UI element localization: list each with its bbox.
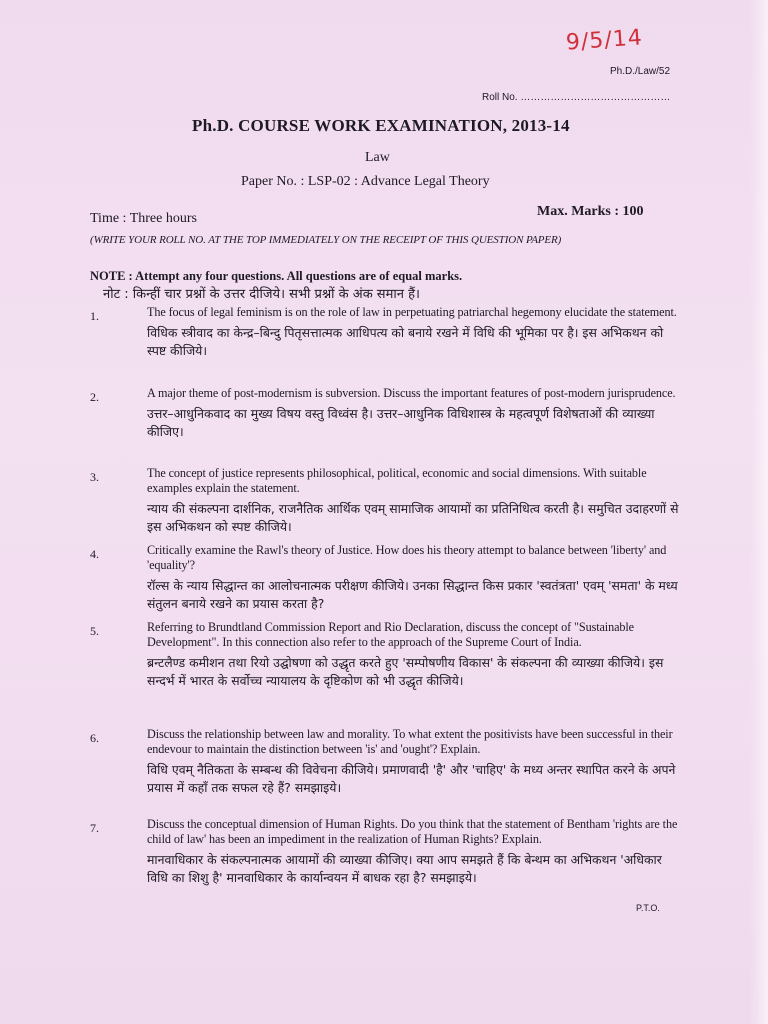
question-5 <box>90 620 680 690</box>
question-number: 4. <box>90 547 99 561</box>
time-allowed: Time : Three hours <box>90 211 197 226</box>
question-hindi: रॉल्स के न्याय सिद्धान्त का आलोचनात्मक परीक्षण कीजिये। उनका सिद्धान्त किस प्रकार 'स्वतंत्रता' एवम् 'समता' के मध्य संतुलन बनाये रखने का प्रयास करता है? <box>147 578 678 611</box>
question-english: Discuss the relationship between law and morality. To what extent the positivists have been successful in their endevour to maintain the distinction between 'is' and 'ought'? Explain. <box>147 727 673 756</box>
max-marks: Max. Marks : 100 <box>537 204 644 219</box>
roll-number-blank: ……………………………………… <box>520 92 671 103</box>
exam-title: Ph.D. COURSE WORK EXAMINATION, 2013-14 <box>192 116 570 135</box>
question-hindi: विधि एवम् नैतिकता के सम्बन्ध की विवेचना कीजिये। प्रमाणवादी 'है' और 'चाहिए' के मध्य अन्तर स्थापित करने के अपने प्रयास में कहाँ तक सफल रहे हैं? समझाइये। <box>147 762 676 795</box>
question-english: The focus of legal feminism is on the role of law in perpetuating patriarchal hegemony elucidate the statement. <box>147 305 677 319</box>
roll-instruction: (WRITE YOUR ROLL NO. AT THE TOP IMMEDIATELY ON THE RECEIPT OF THIS QUESTION PAPER) <box>90 234 562 246</box>
question-1 <box>90 305 680 360</box>
note-english: NOTE : Attempt any four questions. All questions are of equal marks. <box>90 269 463 283</box>
question-hindi: विधिक स्त्रीवाद का केन्द्र–बिन्दु पितृसत्तात्मक आधिपत्य को बनाये रखने में विधि की भूमिका पर है। इस अभिकथन को स्पष्ट कीजिये। <box>147 325 664 358</box>
question-english: Referring to Brundtland Commission Report and Rio Declaration, discuss the concept of "Sustainable Development". In this connection also refer to the approach of the Supreme Court of India. <box>147 620 634 649</box>
question-4 <box>90 543 680 613</box>
question-hindi: न्याय की संकल्पना दार्शनिक, राजनैतिक आर्थिक एवम् सामाजिक आयामों का प्रतिनिधित्व करती है। समुचित उदाहरणों से इस अभिकथन को स्पष्ट कीजिये। <box>147 501 679 534</box>
question-number: 5. <box>90 624 99 638</box>
question-3 <box>90 466 680 536</box>
paper-code: Ph.D./Law/52 <box>610 66 671 77</box>
question-hindi: मानवाधिकार के संकल्पनात्मक आयामों की व्याख्या कीजिए। क्या आप समझते हैं कि बेन्थम का अभिकथन 'अधिकार विधि का शिशु है' मानवाधिकार के कार्यान्वयन में बाधक रहा है? समझाइये। <box>147 852 662 885</box>
question-number: 2. <box>90 390 99 404</box>
question-hindi: उत्तर–आधुनिकवाद का मुख्य विषय वस्तु विध्वंस है। उत्तर–आधुनिक विधिशास्त्र के महत्वपूर्ण विशेषताओं की व्याख्या कीजिए। <box>147 406 655 439</box>
handwritten-date: 9/5/14 <box>565 25 644 56</box>
question-english: A major theme of post-modernism is subversion. Discuss the important features of post-modern jurisprudence. <box>147 386 676 400</box>
question-2 <box>90 386 680 441</box>
question-6 <box>90 727 680 797</box>
question-number: 1. <box>90 309 99 323</box>
roll-number-label: Roll No. <box>482 92 518 103</box>
question-english: Discuss the conceptual dimension of Human Rights. Do you think that the statement of Bentham 'rights are the child of law' has been an impediment in the realization of Human Rights? Explain. <box>147 817 678 846</box>
question-number: 7. <box>90 821 99 835</box>
question-number: 6. <box>90 731 99 745</box>
question-hindi: ब्रन्टलैण्ड कमीशन तथा रियो उद्घोषणा को उद्धृत करते हुए 'सम्पोषणीय विकास' के संकल्पना की व्याख्या कीजिये। इस सन्दर्भ में भारत के सर्वोच्च न्यायालय के दृष्टिकोण को भी उद्धृत कीजिये। <box>147 655 664 688</box>
question-number: 3. <box>90 470 99 484</box>
page-turn-over: P.T.O. <box>636 903 660 913</box>
question-english: The concept of justice represents philosophical, political, economic and social dimensions. With suitable examples explain the statement. <box>147 466 647 495</box>
question-7 <box>90 817 680 887</box>
subject: Law <box>365 150 390 165</box>
roll-number-line <box>482 92 670 103</box>
paper-edge <box>750 0 768 1024</box>
note-hindi: नोट : किन्हीं चार प्रश्नों के उत्तर दीजिये। सभी प्रश्नों के अंक समान हैं। <box>103 287 420 302</box>
question-english: Critically examine the Rawl's theory of Justice. How does his theory attempt to balance between 'liberty' and 'equality'? <box>147 543 667 572</box>
paper-name: Paper No. : LSP-02 : Advance Legal Theory <box>241 174 490 189</box>
